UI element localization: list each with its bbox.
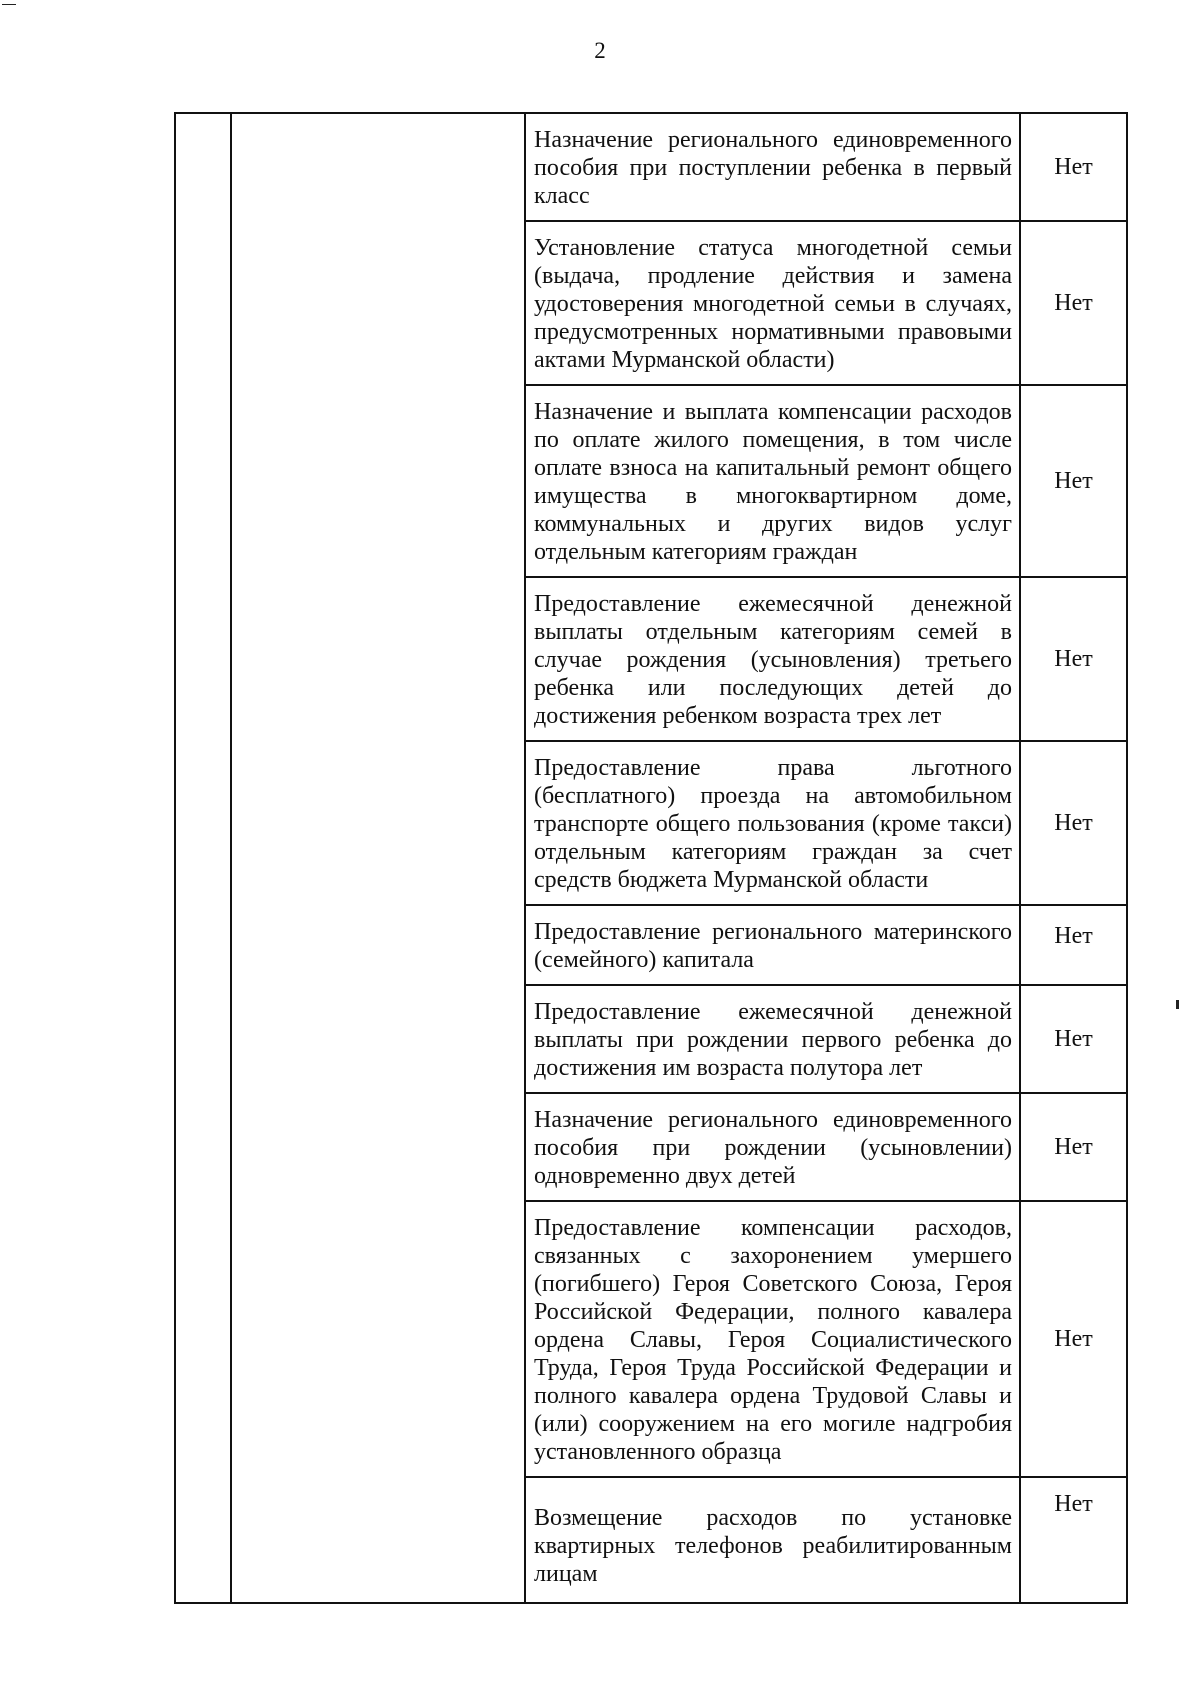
scan-artifact-mark — [2, 4, 16, 5]
page-number: 2 — [594, 38, 606, 63]
table-row — [175, 113, 1127, 221]
scan-artifact-mark — [1176, 1000, 1179, 1009]
status-cell: Нет — [1020, 985, 1127, 1093]
services-table — [174, 112, 1128, 1604]
service-name-cell: Возмещение расходов по установке квартирных телефонов реабилитированным лицам — [525, 1477, 1020, 1603]
service-name-cell: Предоставление компенсации расходов, связанных с захоронением умершего (погибшего) Героя Советского Союза, Героя Российской Федерации, полного кавалера ордена Славы, Героя Социалистического Труда, Героя Труда Российской Федерации и полного кавалера ордена Трудовой Славы и (или) сооружением на его могиле надгробия установленного образца — [525, 1201, 1020, 1477]
status-cell: Нет — [1020, 221, 1127, 385]
status-cell: Нет — [1020, 113, 1127, 221]
status-cell: Нет — [1020, 741, 1127, 905]
service-name-cell: Предоставление ежемесячной денежной выплаты при рождении первого ребенка до достижения им возраста полутора лет — [525, 985, 1020, 1093]
service-name-cell: Предоставление регионального материнского (семейного) капитала — [525, 905, 1020, 985]
service-name-cell: Установление статуса многодетной семьи (выдача, продление действия и замена удостоверения многодетной семьи в случаях, предусмотренных нормативными правовыми актами Мурманской области) — [525, 221, 1020, 385]
service-name-cell: Предоставление ежемесячной денежной выплаты отдельным категориям семей в случае рождения (усыновления) третьего ребенка или последующих детей до достижения ребенком возраста трех лет — [525, 577, 1020, 741]
service-name-cell: Назначение и выплата компенсации расходов по оплате жилого помещения, в том числе оплате взноса на капитальный ремонт общего имущества в многоквартирном доме, коммунальных и других видов услуг отдельным категориям граждан — [525, 385, 1020, 577]
status-cell: Нет — [1020, 1477, 1127, 1603]
category-column-cell — [231, 113, 525, 1603]
service-name-cell: Назначение регионального единовременного пособия при рождении (усыновлении) одновременно двух детей — [525, 1093, 1020, 1201]
status-cell: Нет — [1020, 1201, 1127, 1477]
status-cell: Нет — [1020, 385, 1127, 577]
number-column-cell — [175, 113, 231, 1603]
service-name-cell: Назначение регионального единовременного пособия при поступлении ребенка в первый класс — [525, 113, 1020, 221]
status-cell: Нет — [1020, 577, 1127, 741]
status-cell: Нет — [1020, 1093, 1127, 1201]
service-name-cell: Предоставление права льготного (бесплатного) проезда на автомобильном транспорте общего пользования (кроме такси) отдельным категориям граждан за счет средств бюджета Мурманской области — [525, 741, 1020, 905]
status-cell: Нет — [1020, 905, 1127, 985]
